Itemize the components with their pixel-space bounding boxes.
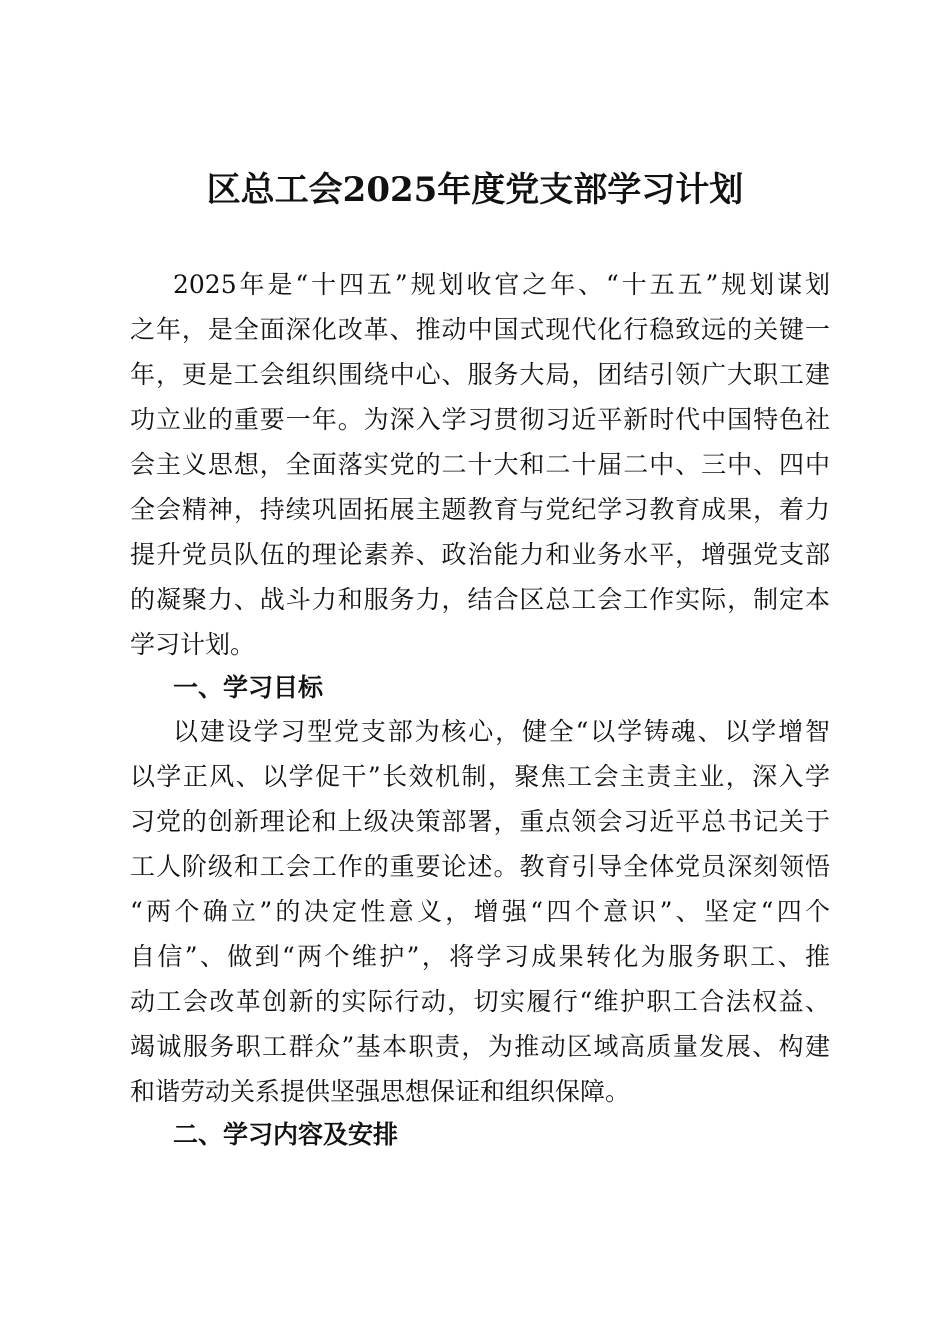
section-heading-goals: 一、学习目标: [173, 673, 324, 702]
paragraph-line: “两个确立”的决定性意义，增强“四个意识”、坚定“四个: [130, 897, 830, 926]
paragraph-line: 学习计划。: [130, 630, 256, 659]
section-heading-content: 二、学习内容及安排: [173, 1120, 399, 1149]
paragraph-line: 动工会改革创新的实际行动，切实履行“维护职工合法权益、: [130, 987, 830, 1016]
goals-paragraph: [130, 709, 830, 1114]
document-title: 区总工会2025年度党支部学习计划: [206, 170, 744, 210]
paragraph-line: 功立业的重要一年。为深入学习贯彻习近平新时代中国特色社: [130, 405, 830, 434]
paragraph-line: 自信”、做到“两个维护”，将学习成果转化为服务职工、推: [130, 942, 830, 971]
paragraph-line: 竭诚服务职工群众”基本职责，为推动区域高质量发展、构建: [130, 1032, 830, 1061]
paragraph-line: 工人阶级和工会工作的重要论述。教育引导全体党员深刻领悟: [130, 852, 830, 881]
paragraph-line: 之年，是全面深化改革、推动中国式现代化行稳致远的关键一: [130, 315, 830, 344]
paragraph-line: 提升党员队伍的理论素养、政治能力和业务水平，增强党支部: [130, 540, 830, 569]
paragraph-line: 习党的创新理论和上级决策部署，重点领会习近平总书记关于: [130, 807, 830, 836]
paragraph-line: 年，更是工会组织围绕中心、服务大局，团结引领广大职工建: [130, 360, 830, 389]
intro-paragraph: [130, 262, 830, 667]
paragraph-line: 以学正风、以学促干”长效机制，聚焦工会主责主业，深入学: [130, 762, 830, 791]
paragraph-line: 2025年是“十四五”规划收官之年、“十五五”规划谋划: [173, 270, 830, 299]
paragraph-line: 以建设学习型党支部为核心，健全“以学铸魂、以学增智: [173, 717, 830, 746]
paragraph-line: 全会精神，持续巩固拓展主题教育与党纪学习教育成果，着力: [130, 495, 830, 524]
paragraph-line: 的凝聚力、战斗力和服务力，结合区总工会工作实际，制定本: [130, 585, 830, 614]
paragraph-line: 会主义思想，全面落实党的二十大和二十届二中、三中、四中: [130, 450, 830, 479]
paragraph-line: 和谐劳动关系提供坚强思想保证和组织保障。: [130, 1077, 631, 1106]
